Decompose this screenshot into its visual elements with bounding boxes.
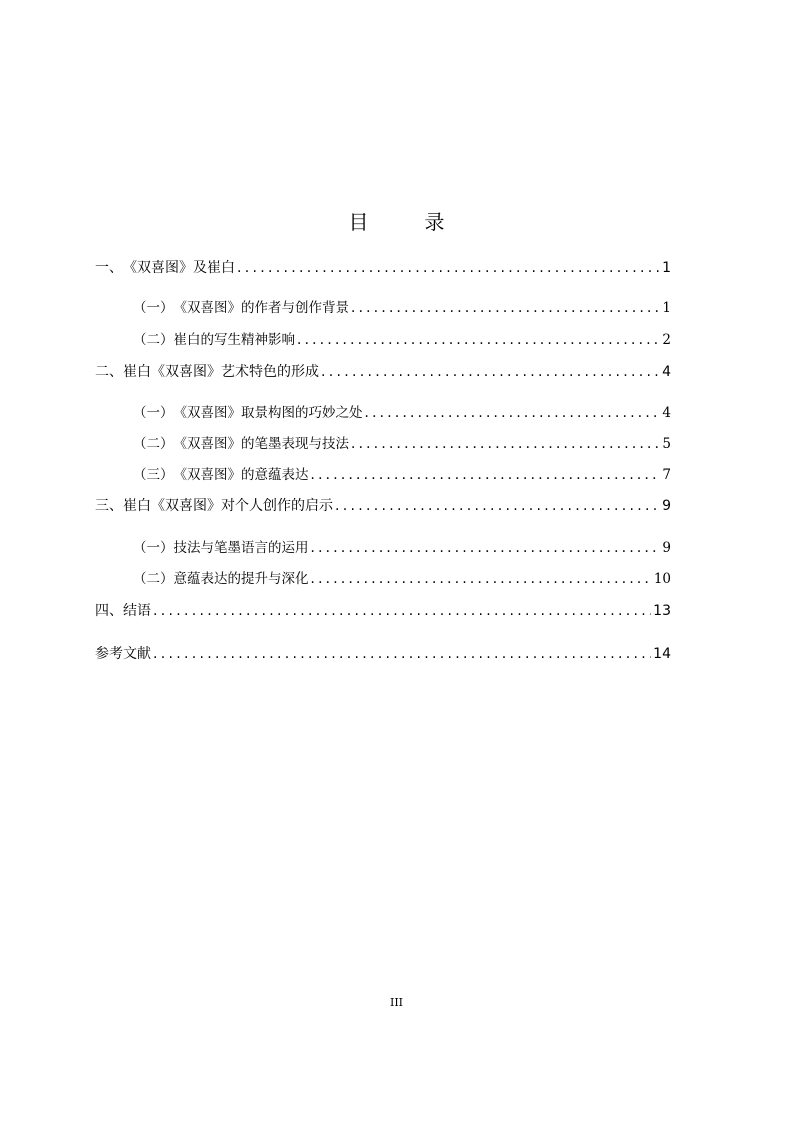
toc-number: （一） [133, 540, 174, 556]
toc-leader [237, 258, 660, 278]
toc-number: 二、 [95, 364, 123, 380]
toc-number: 一、 [95, 260, 123, 276]
toc-number: （二） [133, 332, 174, 348]
page-title: 目 录 [348, 210, 463, 234]
toc-label: 崔白《双喜图》艺术特色的形成 [123, 364, 319, 380]
toc-number: （二） [133, 571, 174, 587]
toc-label: 《双喜图》的意蕴表达 [173, 467, 309, 483]
toc-page: 4 [662, 405, 671, 421]
toc-label: 崔白《双喜图》对个人创作的启示 [123, 498, 333, 514]
toc-page: 9 [662, 498, 671, 514]
toc-label: 意蕴表达的提升与深化 [173, 571, 309, 587]
footer-page-number: III [389, 996, 404, 1009]
toc-leader [335, 496, 660, 516]
toc-leader [351, 434, 660, 454]
toc-entry-section-2-1[interactable] [95, 403, 671, 423]
toc-leader [311, 569, 652, 589]
toc-number: 三、 [95, 498, 123, 514]
toc-page: 10 [653, 571, 671, 587]
toc-entry-section-2-2[interactable] [95, 434, 671, 454]
toc-page: 2 [662, 332, 671, 348]
toc-leader [297, 330, 660, 350]
toc-label: 参考文献 [95, 646, 151, 662]
toc-page: 1 [662, 300, 671, 316]
toc-entry-section-1-1[interactable] [95, 298, 671, 318]
toc-page: 5 [662, 436, 671, 452]
toc-entry-references[interactable] [95, 644, 671, 664]
toc-leader [153, 601, 651, 621]
toc-number: （一） [133, 300, 174, 316]
toc-entry-section-3-2[interactable] [95, 569, 671, 589]
toc-label: 崔白的写生精神影响 [173, 332, 295, 348]
toc-entry-section-2-3[interactable] [95, 465, 671, 485]
toc-label: 《双喜图》及崔白 [123, 260, 235, 276]
toc-label: 《双喜图》取景构图的巧妙之处 [173, 405, 363, 421]
toc-leader [321, 362, 660, 382]
toc-label: 结语 [123, 603, 151, 619]
toc-entry-section-2[interactable] [95, 362, 671, 382]
toc-number: （三） [133, 467, 174, 483]
toc-page: 1 [662, 260, 671, 276]
toc-entry-section-3[interactable] [95, 496, 671, 516]
toc-leader [311, 465, 661, 485]
toc-label: 《双喜图》的作者与创作背景 [173, 300, 349, 316]
toc-page: 4 [662, 364, 671, 380]
toc-page: 9 [662, 540, 671, 556]
toc-entry-section-1[interactable] [95, 258, 671, 278]
toc-page: 14 [653, 646, 671, 662]
toc-entry-section-3-1[interactable] [95, 538, 671, 558]
toc-entry-section-1-2[interactable] [95, 330, 671, 350]
toc-leader [311, 538, 661, 558]
toc-number: 四、 [95, 603, 123, 619]
toc-leader [365, 403, 661, 423]
toc-number: （一） [133, 405, 174, 421]
toc-leader [351, 298, 660, 318]
toc-label: 《双喜图》的笔墨表现与技法 [173, 436, 349, 452]
toc-page: 13 [653, 603, 671, 619]
toc-label: 技法与笔墨语言的运用 [173, 540, 309, 556]
toc-leader [153, 644, 651, 664]
toc-number: （二） [133, 436, 174, 452]
toc-page: 7 [662, 467, 671, 483]
toc-entry-section-4[interactable] [95, 601, 671, 621]
